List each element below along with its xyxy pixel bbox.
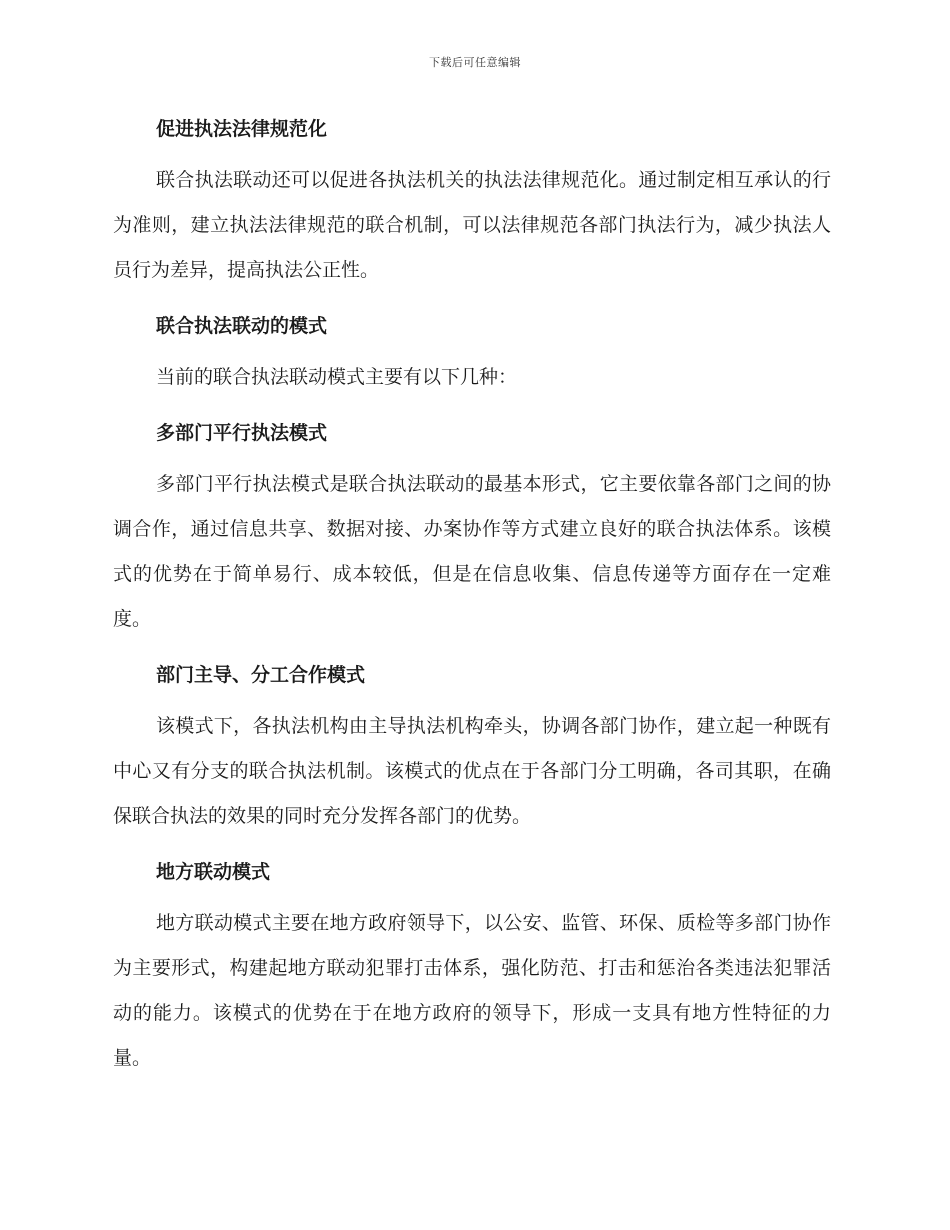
document-body	[113, 110, 831, 1081]
section-heading: 联合执法联动的模式	[156, 315, 328, 337]
section-heading: 多部门平行执法模式	[156, 422, 328, 444]
section-paragraph: 当前的联合执法联动模式主要有以下几种：	[156, 366, 518, 388]
section-paragraph: 地方联动模式主要在地方政府领导下，以公安、监管、环保、质检等多部门协作为主要形式，构建起地方联动犯罪打击体系，强化防范、打击和惩治各类违法犯罪活动的能力。该模式的优势在于在地方政府的领导下，形成一支具有地方性特征的力量。	[113, 912, 831, 1069]
section-paragraph: 联合执法联动还可以促进各执法机关的执法法律规范化。通过制定相互承认的行为准则，建立执法法律规范的联合机制，可以法律规范各部门执法行为，减少执法人员行为差异，提高执法公正性。	[113, 169, 831, 281]
section-paragraph: 该模式下，各执法机构由主导执法机构牵头，协调各部门协作，建立起一种既有中心又有分支的联合执法机制。该模式的优点在于各部门分工明确，各司其职，在确保联合执法的效果的同时充分发挥各部门的优势。	[113, 715, 831, 827]
section-heading: 部门主导、分工合作模式	[156, 664, 366, 686]
section-paragraph: 多部门平行执法模式是联合执法联动的最基本形式，它主要依靠各部门之间的协调合作，通过信息共享、数据对接、办案协作等方式建立良好的联合执法体系。该模式的优势在于简单易行、成本较低，但是在信息收集、信息传递等方面存在一定难度。	[113, 473, 831, 630]
section-heading: 促进执法法律规范化	[156, 118, 328, 140]
section-heading: 地方联动模式	[156, 861, 271, 883]
page-header: 下载后可任意编辑	[429, 56, 521, 69]
